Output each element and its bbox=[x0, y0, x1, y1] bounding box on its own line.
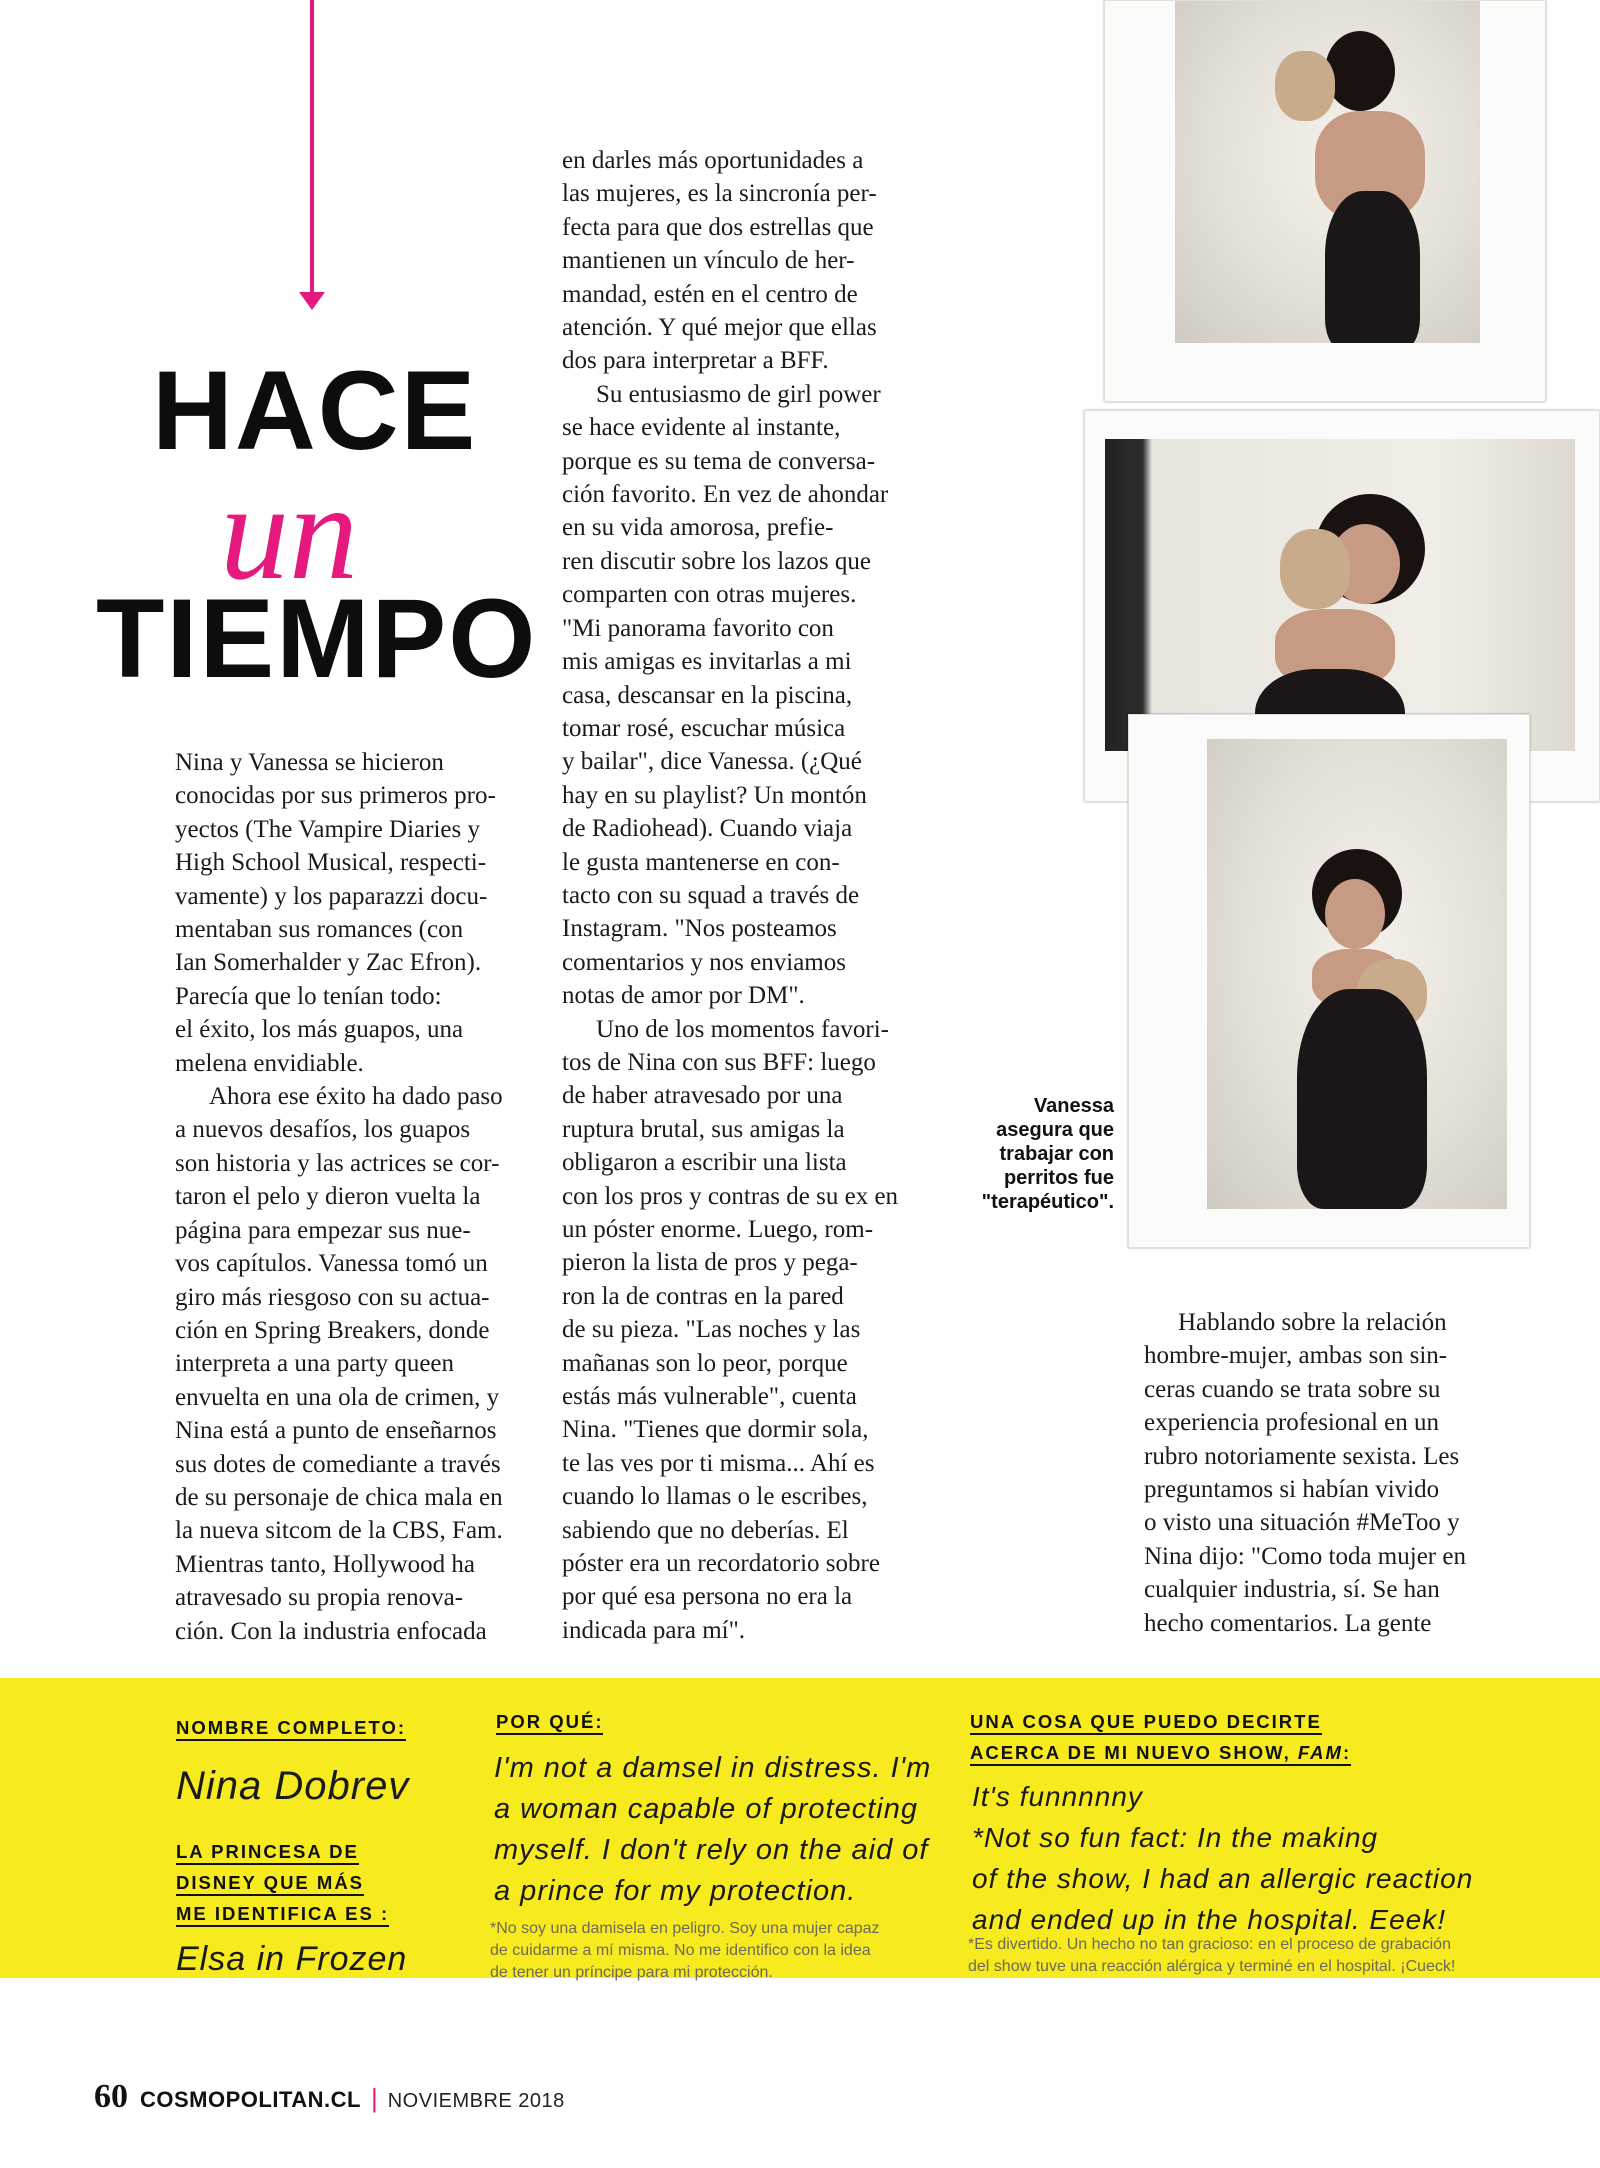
magazine-brand: COSMOPOLITAN.CL bbox=[140, 2087, 361, 2112]
article-column-2 bbox=[562, 144, 922, 1647]
photo-caption: Vanessa asegura que trabajar con perritos fue "terapéutico". bbox=[981, 1095, 1114, 1213]
article-column-1 bbox=[175, 746, 535, 1648]
paragraph: Hablando sobre la relación hombre-mujer, ambas son sin- ceras cuando se trata sobre su experiencia profesional en un rubro notoriamente sexista. Les preguntamos si habían vivido o visto una situación #MeToo y Nina dijo: "Como toda mujer en cualquier industria, sí. Se han hecho comentarios. La gente bbox=[1144, 1309, 1466, 1637]
why-value: I'm not a damsel in distress. I'm a woman capable of protecting myself. I don't rely on the aid of a prince for my protection. bbox=[494, 1752, 932, 1907]
polaroid-photo-1 bbox=[1104, 0, 1546, 402]
arrow-down-icon bbox=[299, 292, 325, 310]
issue-date: NOVIEMBRE 2018 bbox=[387, 2090, 565, 2112]
footer-separator: | bbox=[370, 2083, 378, 2113]
paragraph: Nina y Vanessa se hicieron conocidas por sus primeros pro- yectos (The Vampire Diaries y High School Musical, respecti- vamente) y los paparazzi docu- mentaban sus romances (con Ian Somerhalder y Zac Efron). Parecía que lo tenían todo: el éxito, los más guapos, una melena envidiable. bbox=[175, 749, 496, 1077]
name-label: NOMBRE COMPLETO: bbox=[176, 1712, 406, 1743]
photo-image bbox=[1105, 439, 1575, 751]
photo-image bbox=[1207, 739, 1507, 1209]
show-value: It's funnnnny *Not so fun fact: In the making of the show, I had an allergic reaction and ended up in the hospital. Eeek! bbox=[972, 1781, 1474, 1935]
name-value: Nina Dobrev bbox=[176, 1764, 410, 1808]
why-label: POR QUÉ: bbox=[496, 1706, 603, 1737]
paragraph: Su entusiasmo de girl power se hace evidente al instante, porque es su tema de conversa- ción favorito. En vez de ahondar en su vida amorosa, prefie- ren discutir sobre los lazos que comparten con otras mujeres. "Mi panorama favorito con mis amigas es invitarlas a mi casa, descansar en la piscina, tomar rosé, escuchar música y bailar", dice Vanessa. (¿Qué hay en su playlist? Un montón de Radiohead). Cuando viaja le gusta mantenerse en con- tacto con su squad a través de Instagram. "Nos posteamos comentarios y nos enviamos notas de amor por DM". bbox=[562, 380, 889, 1010]
article-column-3 bbox=[1144, 1306, 1504, 1640]
page-number: 60 bbox=[94, 2078, 128, 2115]
why-translation: *No soy una damisela en peligro. Soy una mujer capaz de cuidarme a mí misma. No me identifico con la idea de tener un príncipe para mi protección. bbox=[490, 1920, 880, 1981]
page-footer bbox=[94, 2078, 565, 2116]
headline-line-1: HACE bbox=[152, 348, 478, 473]
show-label: UNA COSA QUE PUEDO DECIRTE ACERCA DE MI NUEVO SHOW, FAM: bbox=[970, 1706, 1351, 1768]
show-translation: *Es divertido. Un hecho no tan gracioso: en el proceso de grabación del show tuve una reacción alérgica y terminé en el hospital. ¡Cueck! bbox=[968, 1936, 1456, 1975]
polaroid-photo-3 bbox=[1128, 714, 1530, 1248]
paragraph: Ahora ese éxito ha dado paso a nuevos desafíos, los guapos son historia y las actrices se cor- taron el pelo y dieron vuelta la página para empezar sus nue- vos capítulos. Vanessa tomó un giro más riesgoso con su actua- ción en Spring Breakers, donde interpreta a una party queen envuelta en una ola de crimen, y Nina está a punto de enseñarnos sus dotes de comediante a través de su personaje de chica mala en la nueva sitcom de la CBS, Fam. Mientras tanto, Hollywood ha atravesado su propia renova- ción. Con la industria enfocada bbox=[175, 1083, 503, 1645]
headline-line-2: un bbox=[220, 455, 358, 608]
princess-value: Elsa in Frozen bbox=[176, 1940, 408, 1978]
arrow-line bbox=[310, 0, 314, 300]
photo-image bbox=[1175, 1, 1480, 343]
paragraph: Uno de los momentos favori- tos de Nina con sus BFF: luego de haber atravesado por una ruptura brutal, sus amigas la obligaron a escribir una lista con los pros y contras de su ex en un póster enorme. Luego, rom- pieron la lista de pros y pega- ron la de contras en la pared de su pieza. "Las noches y las mañanas son lo peor, porque estás más vulnerable", cuenta Nina. "Tienes que dormir sola, te las ves por ti misma... Ahí es cuando lo llamas o le escribes, sabiendo que no deberías. El póster era un recordatorio sobre por qué esa persona no era la indicada para mí". bbox=[562, 1015, 899, 1644]
headline-line-3: TIEMPO bbox=[96, 576, 538, 701]
princess-label: LA PRINCESA DE DISNEY QUE MÁS ME IDENTIFICA ES : bbox=[176, 1836, 389, 1929]
paragraph: en darles más oportunidades a las mujeres, es la sincronía per- fecta para que dos estrellas que mantienen un vínculo de her- mandad, estén en el centro de atención. Y qué mejor que ellas dos para interpretar a BFF. bbox=[562, 147, 877, 375]
